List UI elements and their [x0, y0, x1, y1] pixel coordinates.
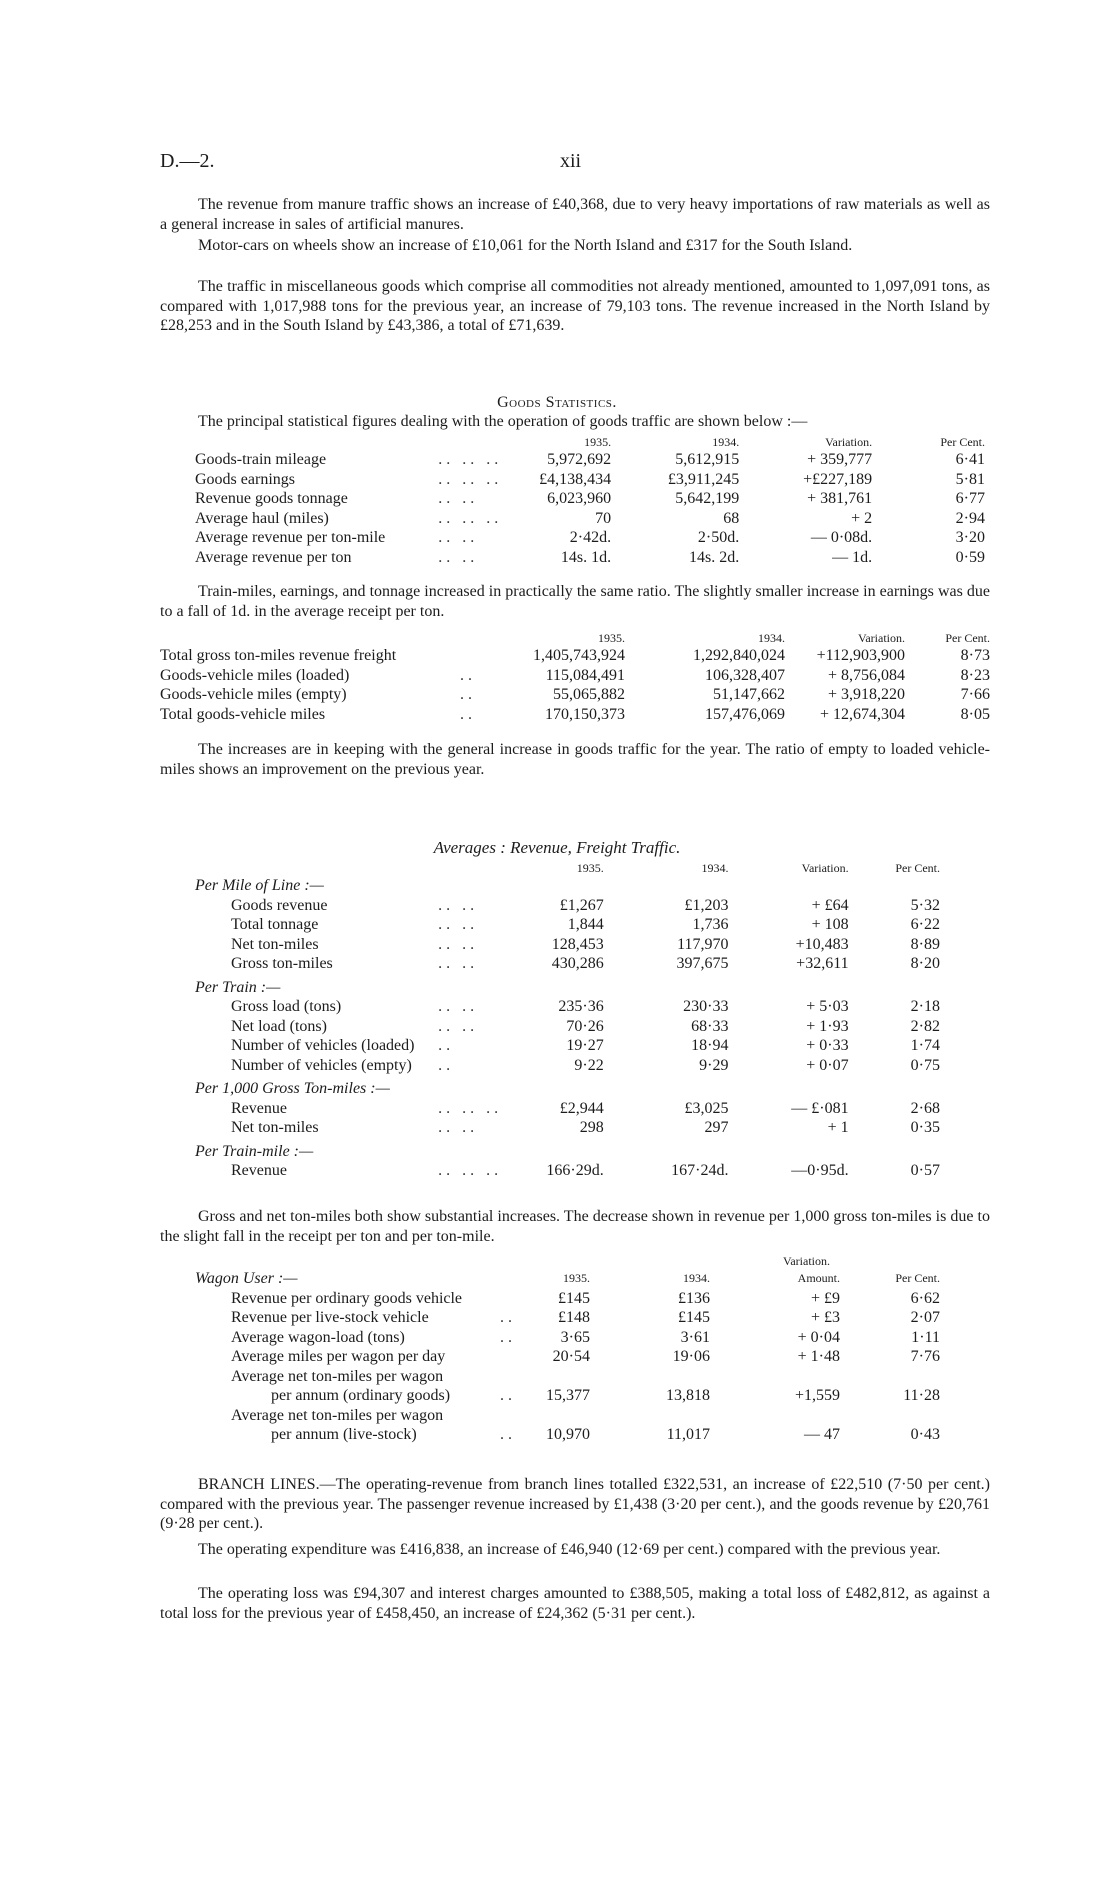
goods-statistics-note: Train-miles, earnings, and tonnage increased in practically the same ratio. The slightly smaller increase in earnings was due to a fall of 1d. in the average receipt per ton.	[160, 583, 990, 620]
row-label: Net load (tons)	[231, 1017, 327, 1035]
value-1935: 298	[579, 1119, 604, 1136]
leader-dots: .. ..	[438, 955, 479, 972]
variation-value: + 0·07	[806, 1056, 849, 1074]
row-label: Revenue per ordinary goods vehicle	[231, 1289, 463, 1307]
variation-value: — £·081	[791, 1099, 849, 1117]
leader-dots: .. .. ..	[438, 470, 503, 488]
percent-value: 0·75	[910, 1056, 940, 1074]
value-1934: £136	[678, 1289, 710, 1307]
row-label: Revenue per live-stock vehicle	[231, 1309, 429, 1326]
percent-value: 2·07	[910, 1309, 940, 1326]
table-row	[195, 1328, 940, 1348]
variation-value: — 47	[804, 1426, 840, 1443]
row-label: Number of vehicles (empty)	[231, 1056, 412, 1074]
leader-dots: ..	[500, 1426, 516, 1443]
table-row	[195, 1386, 940, 1406]
leader-dots: .. .. ..	[438, 1162, 503, 1179]
variation-value: +1,559	[794, 1387, 840, 1404]
col-header: Variation.	[801, 861, 849, 875]
value-1935: 20·54	[552, 1348, 590, 1365]
percent-value: 2·94	[955, 509, 985, 527]
percent-value: 11·28	[903, 1387, 940, 1404]
variation-value: + 381,761	[807, 490, 873, 507]
value-1934: £1,203	[684, 896, 729, 914]
value-1935: £148	[558, 1309, 590, 1326]
manure-paragraph: The revenue from manure traffic shows an increase of £40,368, due to very heavy importations of raw materials as well as a general increase in sales of artificial manures.	[160, 196, 990, 233]
variation-value: +32,611	[796, 955, 849, 972]
variation-value: + 108	[811, 916, 849, 933]
value-1935: 55,065,882	[553, 686, 625, 703]
table-header-row	[195, 434, 985, 450]
value-1934: 106,328,407	[705, 666, 785, 684]
value-1934: 397,675	[676, 955, 729, 972]
variation-value: + £3	[810, 1309, 840, 1326]
row-label: Net ton-miles	[231, 935, 319, 953]
group-heading: Per 1,000 Gross Ton-miles :—	[195, 1080, 390, 1097]
group-heading: Per Train :—	[195, 978, 281, 996]
value-1935: 14s. 1d.	[560, 548, 612, 566]
col-header: Per Cent.	[940, 435, 985, 449]
group-heading: Per Train-mile :—	[195, 1142, 314, 1160]
variation-value: + 8,756,084	[827, 666, 905, 684]
group-heading-row	[195, 1138, 940, 1162]
row-label: Average revenue per ton-mile	[195, 529, 386, 546]
row-label: Net ton-miles	[231, 1119, 319, 1136]
value-1934: £145	[678, 1309, 710, 1326]
value-1935: 6,023,960	[547, 490, 612, 507]
percent-value: 0·35	[910, 1119, 940, 1136]
leader-dots: .. .. ..	[438, 1099, 503, 1117]
variation-value: + 0·33	[806, 1037, 849, 1054]
percent-value: 8·20	[910, 955, 940, 972]
value-1934: 68·33	[691, 1017, 729, 1035]
row-label: Revenue	[231, 1099, 287, 1117]
variation-value: + 2	[851, 509, 873, 527]
value-1935: 166·29d.	[546, 1162, 604, 1179]
value-1934: 117,970	[677, 935, 729, 953]
value-1934: 14s. 2d.	[689, 548, 740, 566]
operating-loss-paragraph: The operating loss was £94,307 and interest charges amounted to £388,505, making a total loss of £482,812, as against a total loss for the previous year of £458,450, an increase of £24,362 (5·31 per cent.).	[160, 1585, 990, 1622]
percent-value: 8·89	[910, 935, 940, 953]
percent-value: 8·23	[960, 666, 990, 684]
percent-value: 5·81	[955, 470, 985, 488]
table-row	[195, 1425, 940, 1445]
value-1934: 230·33	[683, 998, 729, 1015]
leader-dots: .. ..	[438, 916, 479, 933]
value-1934: 9·29	[699, 1056, 729, 1074]
variation-value: — 1d.	[832, 548, 873, 566]
table-row	[195, 1056, 940, 1076]
leader-dots: .. ..	[438, 1119, 479, 1136]
variation-header: Variation.	[783, 1254, 830, 1268]
leader-dots: ..	[500, 1328, 516, 1346]
table-row	[195, 997, 940, 1017]
value-1934: £3,025	[684, 1099, 729, 1117]
col-header: 1935.	[598, 631, 625, 645]
row-label: Average wagon-load (tons)	[231, 1328, 405, 1346]
percent-value: 8·73	[960, 647, 990, 664]
col-header: 1934.	[701, 861, 729, 875]
miscellaneous-paragraph: The traffic in miscellaneous goods which comprise all commodities not already mentioned, amounted to 1,097,091 tons, as compared with 1,017,988 tons for the previous year, an increase of 79,103 tons. The revenue increased in the North Island by £28,253 and in the South Island by £43,386, a total of £71,639.	[160, 278, 990, 334]
percent-value: 3·20	[955, 529, 985, 546]
table-row	[195, 1017, 940, 1037]
percent-value: 0·59	[955, 548, 985, 566]
table-header-row	[195, 1253, 940, 1269]
value-1935: 10,970	[546, 1426, 590, 1443]
value-1934: 1,736	[692, 916, 729, 933]
group-heading-row	[195, 876, 940, 896]
row-label: Total gross ton-miles revenue freight	[160, 647, 397, 664]
leader-dots: ..	[460, 705, 476, 723]
wagon-user-heading: Wagon User :—	[195, 1270, 298, 1287]
value-1935: 15,377	[546, 1387, 590, 1404]
operating-expenditure-paragraph: The operating expenditure was £416,838, an increase of £46,940 (12·69 per cent.) compared with the previous year.	[198, 1541, 941, 1558]
value-1934: £3,911,245	[667, 470, 740, 488]
percent-value: 7·76	[910, 1348, 940, 1365]
percent-value: 0·57	[910, 1162, 940, 1179]
table-row	[195, 1308, 940, 1328]
value-1935: £145	[558, 1289, 590, 1307]
value-1935: 5,972,692	[547, 451, 612, 468]
leader-dots: .. ..	[438, 998, 479, 1015]
leader-dots: .. ..	[438, 490, 479, 507]
table-row	[195, 1367, 940, 1387]
variation-value: + 12,674,304	[819, 705, 905, 723]
value-1935: 1,405,743,924	[533, 647, 625, 664]
value-1935: 2·42d.	[569, 529, 612, 546]
row-label: Total tonnage	[231, 916, 319, 933]
row-label: Goods earnings	[195, 470, 295, 488]
row-label: Average net ton-miles per wagon	[231, 1367, 444, 1385]
col-header: Per Cent.	[895, 861, 940, 875]
value-1935: 19·27	[566, 1037, 604, 1054]
col-header: Per Cent.	[895, 1271, 940, 1285]
variation-value: + 1·93	[806, 1017, 849, 1035]
table-header-row	[195, 860, 940, 876]
table-row	[160, 666, 990, 686]
value-1935: £4,138,434	[539, 470, 612, 488]
row-label: Gross ton-miles	[231, 955, 333, 972]
averages-title: Averages : Revenue, Freight Traffic.	[433, 838, 681, 857]
wagon-user-table	[195, 1253, 940, 1445]
value-1935: 170,150,373	[545, 705, 625, 723]
table-row	[195, 450, 985, 470]
col-header: Variation.	[858, 631, 905, 645]
variation-value: + 0·04	[797, 1328, 840, 1346]
value-1935: 70·26	[566, 1017, 604, 1035]
leader-dots: .. ..	[438, 935, 479, 953]
value-1935: 9·22	[574, 1056, 604, 1074]
table-row	[195, 1118, 940, 1138]
row-label: Average net ton-miles per wagon	[231, 1406, 444, 1424]
row-label-continued: per annum (ordinary goods)	[271, 1387, 451, 1404]
ton-miles-note: The increases are in keeping with the general increase in goods traffic for the year. The ratio of empty to loaded vehicle-miles shows an improvement on the previous year.	[160, 741, 990, 778]
col-header: 1935.	[576, 861, 604, 875]
table-header-row	[195, 1269, 940, 1289]
leader-dots: ..	[460, 666, 476, 684]
row-label: Goods-train mileage	[195, 451, 327, 468]
value-1934: 13,818	[666, 1387, 710, 1404]
value-1934: 18·94	[691, 1037, 729, 1054]
leader-dots: ..	[438, 1056, 455, 1074]
value-1934: 297	[704, 1119, 729, 1136]
averages-note: Gross and net ton-miles both show substantial increases. The decrease shown in revenue per 1,000 gross ton-miles is due to the slight fall in the receipt per ton and per ton-mile.	[160, 1208, 990, 1245]
table-row	[195, 1289, 940, 1309]
row-label: Average haul (miles)	[195, 509, 329, 527]
goods-statistics-intro: The principal statistical figures dealing with the operation of goods traffic are shown below :—	[198, 413, 808, 430]
goods-statistics-table	[195, 434, 985, 567]
variation-value: + 1	[827, 1119, 849, 1136]
table-row	[195, 915, 940, 935]
row-label: Total goods-vehicle miles	[160, 705, 326, 723]
percent-value: 7·66	[960, 686, 990, 703]
variation-value: + £9	[810, 1289, 840, 1307]
table-header-row	[160, 630, 990, 646]
variation-value: — 0·08d.	[810, 529, 873, 546]
value-1934: 68	[723, 509, 740, 527]
group-heading-row	[195, 1075, 940, 1099]
page-number: xii	[560, 150, 582, 172]
table-row	[195, 1347, 940, 1367]
leader-dots: .. ..	[438, 1017, 479, 1035]
col-header: 1935.	[584, 435, 612, 449]
branch-lines-paragraph: BRANCH LINES.—The operating-revenue from branch lines totalled £322,531, an increase of £22,510 (7·50 per cent.) compared with the previous year. The passenger revenue increased by £1,438 (3·20 per cent.), and the goods revenue by £20,761 (9·28 per cent.).	[160, 1476, 990, 1532]
table-row	[195, 1036, 940, 1056]
value-1935: 235·36	[558, 998, 604, 1015]
col-header: Amount.	[797, 1271, 840, 1285]
value-1935: £2,944	[559, 1099, 604, 1117]
value-1934: 19·06	[672, 1348, 710, 1365]
table-row	[195, 548, 985, 568]
row-label: Average miles per wagon per day	[231, 1348, 446, 1365]
percent-value: 8·05	[960, 705, 990, 723]
percent-value: 2·68	[910, 1099, 940, 1117]
leader-dots: ..	[500, 1387, 516, 1404]
value-1934: 51,147,662	[713, 686, 785, 703]
value-1934: 11,017	[666, 1426, 710, 1443]
percent-value: 1·74	[910, 1037, 940, 1054]
leader-dots: ..	[438, 1037, 455, 1054]
variation-value: + 3,918,220	[827, 686, 905, 703]
leader-dots: ..	[500, 1309, 516, 1326]
table-row	[195, 1161, 940, 1181]
percent-value: 6·62	[910, 1289, 940, 1307]
table-row	[195, 896, 940, 916]
percent-value: 6·41	[955, 451, 985, 468]
value-1935: 3·65	[560, 1328, 590, 1346]
row-label: Average revenue per ton	[195, 548, 352, 566]
col-header: Variation.	[825, 435, 873, 449]
leader-dots	[460, 646, 480, 666]
table-row	[195, 1099, 940, 1119]
leader-dots: .. .. ..	[438, 451, 503, 468]
variation-value: +10,483	[795, 935, 849, 953]
percent-value: 2·82	[910, 1017, 940, 1035]
row-label: Goods-vehicle miles (loaded)	[160, 666, 350, 684]
col-header: 1934.	[712, 435, 740, 449]
percent-value: 2·18	[910, 998, 940, 1015]
leader-dots	[500, 1347, 520, 1367]
table-row	[195, 1406, 940, 1426]
value-1935: £1,267	[559, 896, 604, 914]
percent-value: 5·32	[910, 896, 940, 914]
row-label: Gross load (tons)	[231, 998, 342, 1015]
percent-value: 1·11	[911, 1328, 940, 1346]
row-label-continued: per annum (live-stock)	[271, 1426, 417, 1443]
leader-dots: ..	[460, 686, 476, 703]
percent-value: 6·22	[910, 916, 940, 933]
value-1934: 157,476,069	[705, 705, 785, 723]
value-1934: 2·50d.	[697, 529, 740, 546]
table-row	[160, 646, 990, 666]
leader-dots: .. ..	[438, 529, 479, 546]
table-row	[160, 705, 990, 725]
row-label: Revenue	[231, 1162, 287, 1179]
row-label: Goods revenue	[231, 896, 328, 914]
group-heading: Per Mile of Line :—	[195, 877, 324, 894]
value-1935: 430,286	[551, 955, 604, 972]
table-row	[195, 489, 985, 509]
averages-table	[195, 860, 940, 1181]
value-1935: 1,844	[567, 916, 604, 933]
variation-value: + 5·03	[806, 998, 849, 1015]
variation-value: + 1·48	[797, 1348, 840, 1365]
table-row	[195, 470, 985, 490]
percent-value: 0·43	[910, 1426, 940, 1443]
percent-value: 6·77	[955, 490, 985, 507]
group-heading-row	[195, 974, 940, 998]
row-label: Goods-vehicle miles (empty)	[160, 686, 347, 703]
row-label: Revenue goods tonnage	[195, 490, 348, 507]
motor-cars-paragraph: Motor-cars on wheels show an increase of £10,061 for the North Island and £317 for the South Island.	[198, 237, 853, 254]
col-header: 1935.	[563, 1271, 590, 1285]
ton-miles-table	[160, 630, 990, 724]
value-1934: 5,642,199	[675, 490, 740, 507]
value-1935: 115,084,491	[545, 666, 625, 684]
report-reference: D.—2.	[160, 150, 215, 172]
variation-value: + 359,777	[807, 451, 873, 468]
row-label: Number of vehicles (loaded)	[231, 1037, 415, 1054]
value-1935: 128,453	[551, 935, 604, 953]
table-row	[195, 954, 940, 974]
leader-dots: .. .. ..	[438, 509, 503, 527]
table-row	[160, 685, 990, 705]
variation-value: + £64	[811, 896, 849, 914]
value-1934: 1,292,840,024	[693, 647, 785, 664]
table-row	[195, 509, 985, 529]
table-row	[195, 528, 985, 548]
leader-dots	[500, 1289, 520, 1309]
value-1934: 3·61	[680, 1328, 710, 1346]
value-1934: 5,612,915	[675, 451, 740, 468]
variation-value: —0·95d.	[791, 1162, 849, 1179]
value-1934: 167·24d.	[671, 1162, 729, 1179]
value-1935: 70	[595, 509, 612, 527]
leader-dots: .. ..	[438, 896, 479, 914]
table-row	[195, 935, 940, 955]
variation-value: +£227,189	[803, 470, 873, 488]
col-header: Per Cent.	[945, 631, 990, 645]
goods-statistics-title: Goods Statistics.	[497, 394, 617, 411]
variation-value: +112,903,900	[816, 647, 905, 664]
col-header: 1934.	[683, 1271, 710, 1285]
col-header: 1934.	[758, 631, 785, 645]
leader-dots: .. ..	[438, 548, 479, 566]
